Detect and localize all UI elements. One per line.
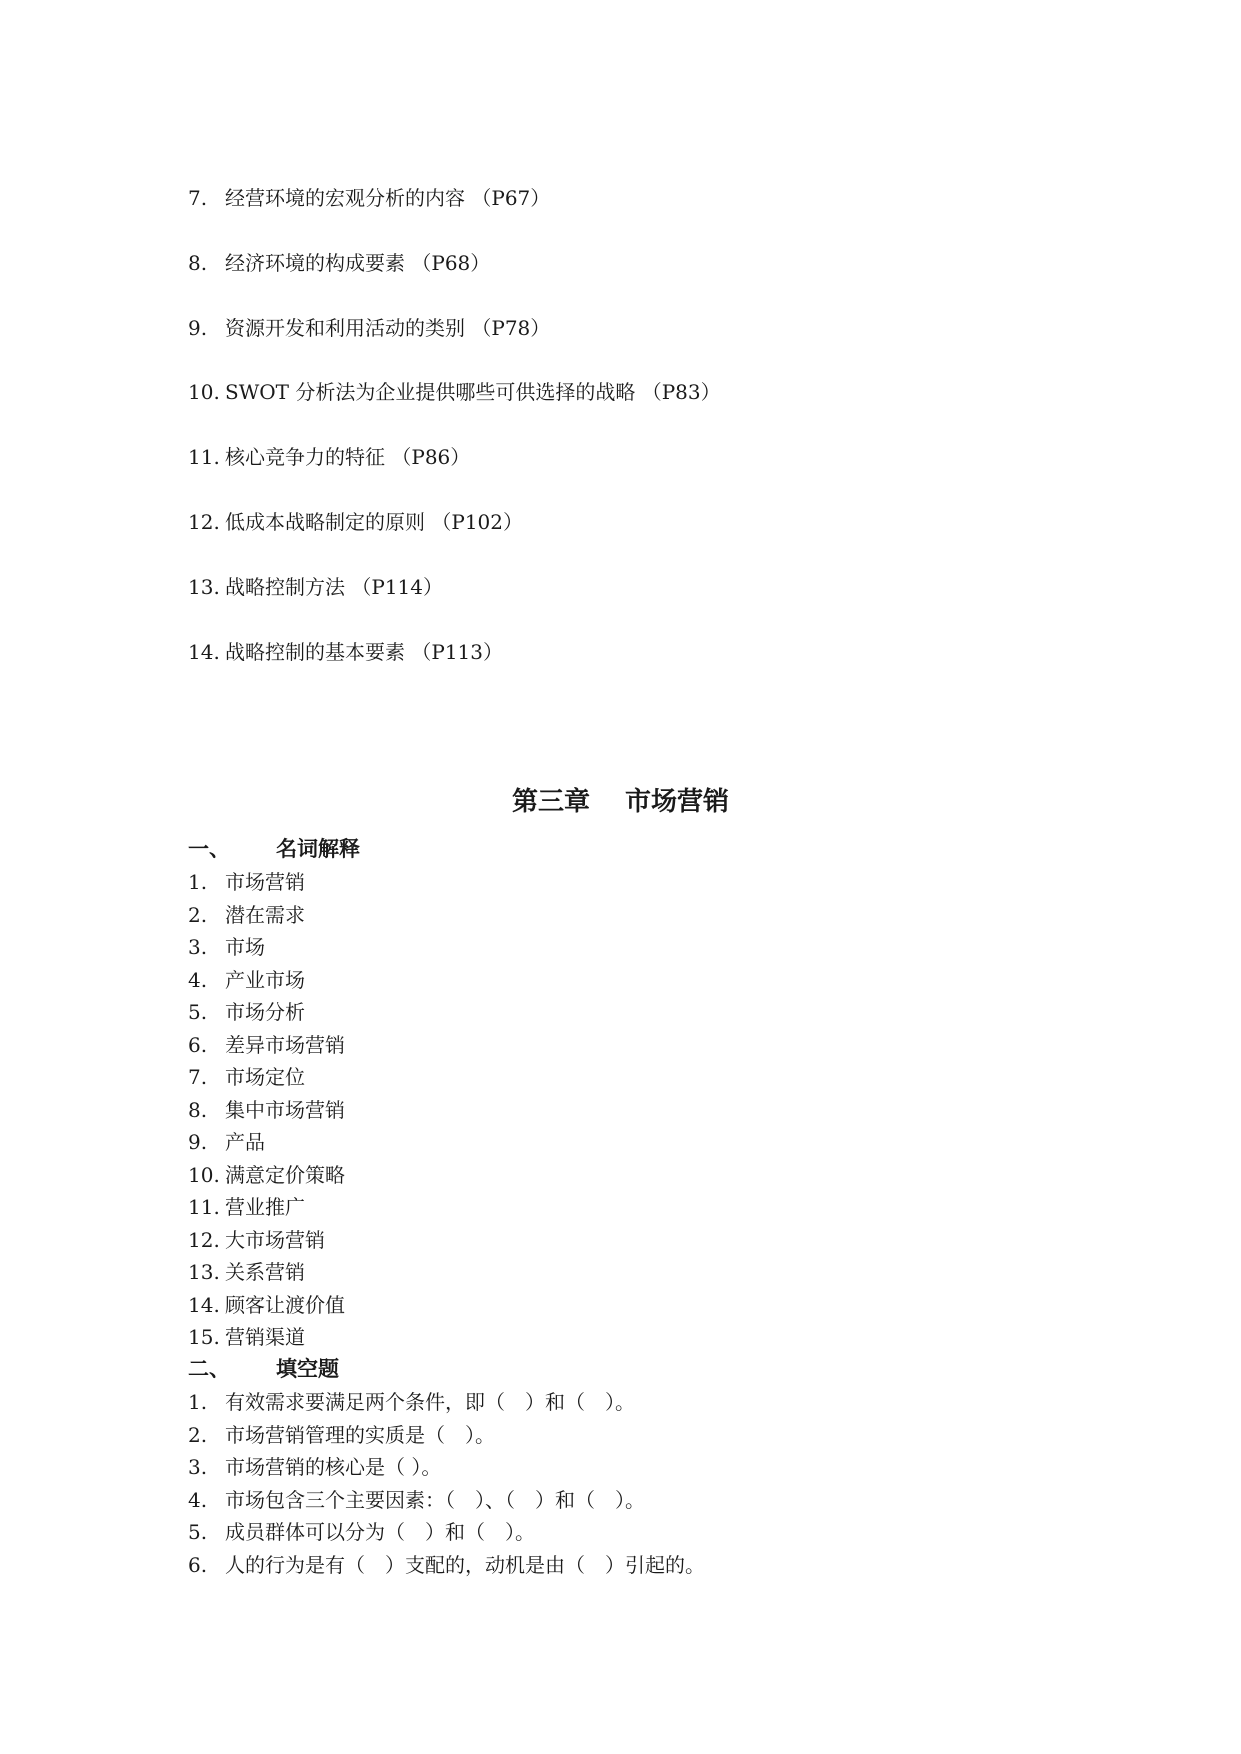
list-item xyxy=(188,1486,645,1514)
list-item xyxy=(188,508,523,536)
item-number: 6. xyxy=(188,1553,208,1577)
item-text: 市场营销管理的实质是（ ）。 xyxy=(225,1423,495,1447)
list-item xyxy=(188,868,305,896)
list-item xyxy=(188,314,550,342)
section-number: 一、 xyxy=(188,837,230,861)
item-text: 成员群体可以分为（ ）和（ ）。 xyxy=(225,1520,535,1544)
item-text: 市场定位 xyxy=(225,1065,305,1089)
item-text: 人的行为是有（ ）支配的，动机是由（ ）引起的。 xyxy=(225,1553,705,1577)
list-item xyxy=(188,638,503,666)
item-text: 集中市场营销 xyxy=(225,1098,345,1122)
item-text: 市场营销的核心是（ ）。 xyxy=(225,1455,442,1479)
item-number: 4. xyxy=(188,1488,208,1512)
item-number: 2. xyxy=(188,1423,208,1447)
list-item xyxy=(188,1388,635,1416)
list-item xyxy=(188,1193,305,1221)
chapter-title: 第三章 市场营销 xyxy=(511,787,730,817)
list-item xyxy=(188,1323,305,1351)
item-text: 市场 xyxy=(225,935,265,959)
item-text: 市场营销 xyxy=(225,870,305,894)
item-text: 经营环境的宏观分析的内容 （P67） xyxy=(225,186,551,210)
item-number: 15. xyxy=(188,1325,220,1349)
item-number: 12. xyxy=(188,510,220,534)
item-text: 战略控制的基本要素 （P113） xyxy=(225,640,503,664)
item-number: 14. xyxy=(188,640,220,664)
item-number: 12. xyxy=(188,1228,220,1252)
list-item xyxy=(188,1226,325,1254)
item-text: 差异市场营销 xyxy=(225,1033,345,1057)
item-number: 13. xyxy=(188,1260,220,1284)
item-text: SWOT 分析法为企业提供哪些可供选择的战略 （P83） xyxy=(225,380,721,404)
item-text: 营业推广 xyxy=(225,1195,305,1219)
item-number: 3. xyxy=(188,1455,208,1479)
item-number: 2. xyxy=(188,903,208,927)
item-number: 7. xyxy=(188,1065,208,1089)
section-heading xyxy=(188,834,360,864)
list-item xyxy=(188,1291,345,1319)
list-item xyxy=(188,1096,345,1124)
list-item xyxy=(188,1031,345,1059)
item-text: 有效需求要满足两个条件，即（ ）和（ ）。 xyxy=(225,1390,635,1414)
list-item xyxy=(188,998,305,1026)
item-number: 3. xyxy=(188,935,208,959)
item-number: 11. xyxy=(188,445,220,469)
list-item xyxy=(188,443,470,471)
item-text: 战略控制方法 （P114） xyxy=(225,575,443,599)
item-text: 经济环境的构成要素 （P68） xyxy=(225,251,491,275)
item-number: 11. xyxy=(188,1195,220,1219)
item-text: 大市场营销 xyxy=(225,1228,325,1252)
list-item xyxy=(188,1518,535,1546)
item-text: 资源开发和利用活动的类别 （P78） xyxy=(225,316,551,340)
item-text: 潜在需求 xyxy=(225,903,305,927)
list-item xyxy=(188,1551,705,1579)
item-text: 产业市场 xyxy=(225,968,305,992)
list-item xyxy=(188,1063,305,1091)
item-text: 低成本战略制定的原则 （P102） xyxy=(225,510,523,534)
section-title: 名词解释 xyxy=(276,837,360,861)
list-item xyxy=(188,1161,345,1189)
item-number: 7. xyxy=(188,186,208,210)
item-number: 5. xyxy=(188,1520,208,1544)
section-title: 填空题 xyxy=(276,1357,339,1381)
item-text: 关系营销 xyxy=(225,1260,305,1284)
item-number: 14. xyxy=(188,1293,220,1317)
list-item xyxy=(188,573,443,601)
section-heading xyxy=(188,1354,339,1384)
item-number: 9. xyxy=(188,1130,208,1154)
item-text: 产品 xyxy=(225,1130,265,1154)
item-number: 9. xyxy=(188,316,208,340)
list-item xyxy=(188,1258,305,1286)
item-number: 8. xyxy=(188,1098,208,1122)
list-item xyxy=(188,249,490,277)
list-item xyxy=(188,378,721,406)
item-number: 13. xyxy=(188,575,220,599)
item-text: 市场分析 xyxy=(225,1000,305,1024)
item-number: 1. xyxy=(188,1390,208,1414)
item-number: 10. xyxy=(188,380,220,404)
item-text: 顾客让渡价值 xyxy=(225,1293,345,1317)
list-item xyxy=(188,933,265,961)
item-number: 1. xyxy=(188,870,208,894)
list-item xyxy=(188,1421,495,1449)
item-text: 营销渠道 xyxy=(225,1325,305,1349)
item-text: 满意定价策略 xyxy=(225,1163,345,1187)
item-number: 8. xyxy=(188,251,208,275)
list-item xyxy=(188,966,305,994)
list-item xyxy=(188,184,550,212)
item-number: 4. xyxy=(188,968,208,992)
section-number: 二、 xyxy=(188,1357,230,1381)
item-text: 市场包含三个主要因素：（ ）、（ ）和（ ）。 xyxy=(225,1488,645,1512)
list-item xyxy=(188,1128,265,1156)
list-item xyxy=(188,1453,441,1481)
item-number: 10. xyxy=(188,1163,220,1187)
item-text: 核心竞争力的特征 （P86） xyxy=(225,445,471,469)
list-item xyxy=(188,901,305,929)
item-number: 6. xyxy=(188,1033,208,1057)
item-number: 5. xyxy=(188,1000,208,1024)
